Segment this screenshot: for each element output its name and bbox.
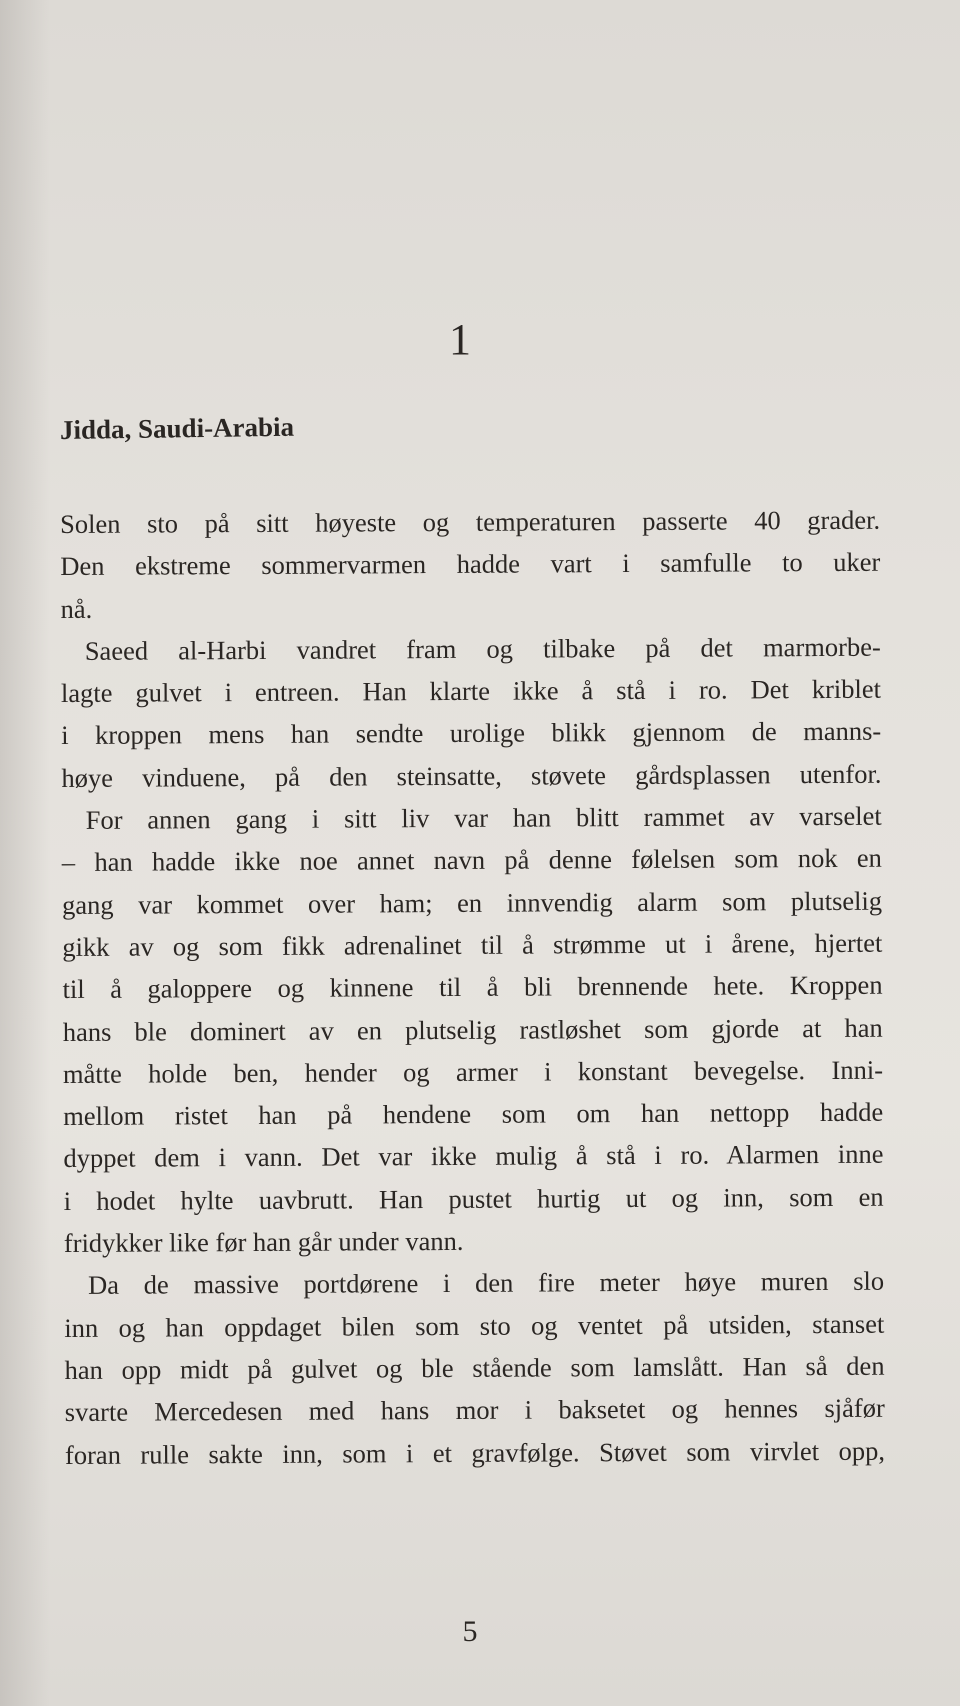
text-line: hans ble dominert av en plutselig rastløshet som gjorde at han [62,1012,883,1047]
text-line: til å galoppere og kinnene til å bli brennende hete. Kroppen [62,969,883,1005]
text-line: Solen sto på sitt høyeste og temperaturen passerte 40 grader. [60,504,881,539]
text-line: fridykker like før han går under vann. [63,1225,464,1259]
text-line: gikk av og som fikk adrenalinet til å strømme ut i årene, hjertet [62,927,883,962]
text-line: Den ekstreme sommervarmen hadde vart i samfulle to uker [60,547,881,582]
page-gutter-shadow [0,0,50,1706]
text-line: høye vinduene, på den steinsatte, støvete gårdsplassen utenfor. [61,758,882,793]
chapter-body-text [60,499,885,1476]
page-number: 5 [462,1615,478,1648]
text-line: nå. [60,593,93,624]
text-line: måtte holde ben, hender og armer i konstant bevegelse. Inni- [62,1054,884,1089]
text-line: For annen gang i sitt liv var han blitt rammet av varselet [85,800,882,835]
text-line: inn og han oppdaget bilen som sto og ventet på utsiden, stanset [64,1308,885,1343]
text-line: foran rulle sakte inn, som i et gravfølge. Støvet som virvlet opp, [64,1435,886,1470]
text-line: i kroppen mens han sendte urolige blikk gjennom de manns- [61,716,882,751]
text-line: han opp midt på gulvet og ble stående som lamslått. Han så den [64,1350,885,1385]
location-heading: Jidda, Saudi-Arabia [59,411,295,445]
text-line: mellom ristet han på hendene som om han nettopp hadde [63,1096,884,1132]
text-line: dyppet dem i vann. Det var ikke mulig å stå i ro. Alarmen inne [63,1139,884,1174]
text-line: i hodet hylte uavbrutt. Han pustet hurtig ut og inn, som en [63,1181,884,1216]
text-line: Saeed al-Harbi vandret fram og tilbake på det marmorbe- [84,631,881,666]
text-line: Da de massive portdørene i den fire meter høye muren slo [88,1266,885,1301]
chapter-number: 1 [449,315,471,364]
text-line: svarte Mercedesen med hans mor i baksetet og hennes sjåfør [64,1392,885,1428]
text-line: lagte gulvet i entreen. Han klarte ikke å stå i ro. Det kriblet [60,673,882,709]
text-line: – han hadde ikke noe annet navn på denne følelsen som nok en [61,843,882,878]
text-line: gang var kommet over ham; en innvendig alarm som plutselig [62,885,883,920]
